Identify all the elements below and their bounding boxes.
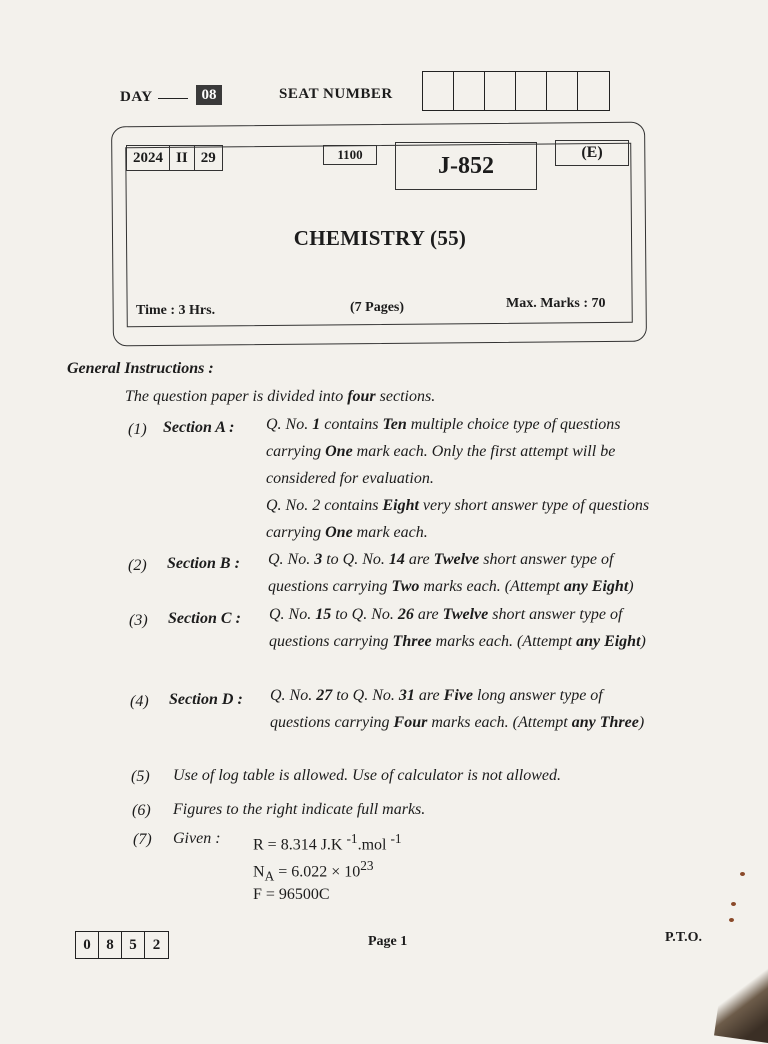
- paper-code-boxes: [75, 931, 169, 959]
- superscript: -1: [346, 831, 358, 846]
- text-run: short answer type of questions carrying: [269, 606, 623, 650]
- section-c-text: [269, 601, 666, 655]
- exam-date-cell: 29: [200, 150, 216, 166]
- text-run: marks each. (Attempt: [431, 633, 577, 650]
- text-bold: One: [325, 443, 353, 460]
- text-run: ): [640, 633, 646, 650]
- text-run: are: [413, 606, 443, 623]
- text-bold: 31: [398, 687, 415, 704]
- text-run: ): [638, 714, 645, 731]
- item-number: (5): [131, 768, 150, 785]
- code-digit-box: 2: [152, 937, 161, 953]
- text-run: Q. No.: [266, 416, 313, 433]
- seat-number-boxes[interactable]: [422, 71, 610, 111]
- ink-speck: [729, 918, 734, 922]
- text-run: Q. No.: [270, 687, 317, 704]
- faraday-constant: F = 96500C: [253, 886, 330, 903]
- text-run: are: [414, 687, 444, 704]
- seat-digit-box[interactable]: [516, 72, 547, 110]
- exam-time-code: 1100: [323, 145, 377, 165]
- seat-digit-box[interactable]: [578, 72, 609, 110]
- text-bold: any Eight: [563, 578, 629, 595]
- seat-number-label: SEAT NUMBER: [279, 86, 393, 102]
- seat-digit-box[interactable]: [485, 72, 516, 110]
- text-bold: 26: [397, 606, 414, 623]
- item-number: (1): [128, 421, 147, 438]
- text-run: Q. No. 2 contains: [266, 497, 383, 514]
- text-bold: 14: [388, 551, 405, 568]
- text-run: ): [628, 578, 634, 595]
- item-number: (7): [133, 831, 152, 848]
- item-number: (3): [129, 612, 148, 629]
- section-b-label: Section B :: [167, 555, 240, 572]
- day-dash-divider: [158, 98, 188, 99]
- text-run: very short answer type of questions carrying: [266, 497, 650, 541]
- section-d-label: Section D :: [169, 691, 243, 708]
- max-marks: Max. Marks : 70: [506, 296, 606, 311]
- day-label: DAY: [120, 89, 153, 105]
- given-label: Given :: [173, 830, 221, 847]
- text-run: Q. No.: [269, 606, 316, 623]
- text-run: = 6.022 × 10: [274, 863, 361, 881]
- text-bold: Four: [393, 714, 428, 731]
- ink-speck: [731, 902, 736, 906]
- text-run: marks each. (Attempt: [427, 714, 572, 731]
- text-bold: 15: [315, 606, 332, 623]
- full-marks-note: Figures to the right indicate full marks.: [173, 801, 426, 818]
- language-code: (E): [555, 140, 629, 166]
- seat-digit-box[interactable]: [423, 72, 454, 110]
- text-run: contains: [320, 416, 383, 433]
- code-digit-box: 0: [76, 932, 99, 958]
- exam-year-cell: 2024: [127, 146, 170, 170]
- text-bold: Twelve: [433, 551, 480, 568]
- text-bold: 3: [314, 551, 323, 568]
- exam-term-cell: II: [170, 146, 195, 170]
- text-run: N: [253, 863, 265, 881]
- page-number: Page 1: [368, 934, 408, 949]
- text-bold: 1: [312, 416, 321, 433]
- day-number-badge: 08: [196, 85, 222, 105]
- text-run: marks each. (Attempt: [419, 578, 564, 595]
- seat-digit-box[interactable]: [454, 72, 485, 110]
- superscript: 23: [360, 858, 374, 873]
- page-curl-shadow: [714, 946, 768, 1043]
- text-bold: Eight: [382, 497, 419, 514]
- section-a-text-2: [266, 492, 666, 546]
- intro-text: The question paper is divided into: [125, 388, 348, 405]
- text-run: to Q. No.: [332, 687, 399, 704]
- text-bold: One: [325, 524, 353, 541]
- item-number: (2): [128, 557, 147, 574]
- section-d-text: [270, 682, 666, 736]
- section-a-text: [266, 411, 666, 492]
- code-digit-box: 5: [122, 932, 145, 958]
- paper-code: J-852: [395, 142, 537, 190]
- text-bold: Ten: [382, 416, 407, 433]
- text-run: mark each. Only the first attempt will be considered for evaluation.: [266, 443, 616, 487]
- subscript: A: [264, 868, 275, 884]
- text-run: to Q. No.: [322, 551, 389, 568]
- item-number: (6): [132, 802, 151, 819]
- text-run: mark each.: [352, 524, 428, 541]
- please-turn-over: P.T.O.: [665, 930, 702, 945]
- subject-title: CHEMISTRY (55): [293, 226, 467, 250]
- text-run: multiple choice type of questions carrying: [266, 416, 621, 460]
- section-a-label: Section A :: [163, 419, 235, 436]
- section-c-label: Section C :: [168, 610, 241, 627]
- exam-code-cells: [126, 145, 223, 171]
- text-bold: any Eight: [576, 633, 641, 650]
- text-run: R = 8.314 J.K: [253, 836, 347, 854]
- intro-bold: four: [347, 388, 376, 405]
- text-bold: any Three: [571, 714, 639, 731]
- text-run: are: [404, 551, 434, 568]
- text-run: to Q. No.: [331, 606, 398, 623]
- seat-digit-box[interactable]: [547, 72, 578, 110]
- item-number: (4): [130, 693, 149, 710]
- avogadro-number: [253, 858, 374, 885]
- intro-text-end: sections.: [375, 388, 436, 405]
- instructions-title: General Instructions :: [67, 360, 214, 377]
- log-table-note: Use of log table is allowed. Use of calculator is not allowed.: [173, 767, 561, 784]
- text-bold: Five: [443, 687, 473, 704]
- text-run: short answer type of questions carrying: [268, 551, 614, 595]
- exam-duration: Time : 3 Hrs.: [136, 303, 216, 318]
- text-run: .mol: [357, 836, 391, 854]
- instructions-intro: [125, 388, 435, 406]
- text-bold: Three: [392, 633, 432, 650]
- gas-constant: [253, 831, 402, 854]
- text-run: Q. No.: [268, 551, 315, 568]
- text-bold: Two: [391, 578, 420, 595]
- page-count: (7 Pages): [350, 300, 405, 315]
- text-bold: Twelve: [442, 606, 489, 623]
- code-digit-box: 8: [99, 932, 122, 958]
- text-bold: 27: [316, 687, 333, 704]
- section-b-text: [268, 546, 666, 600]
- text-run: long answer type of questions carrying: [270, 687, 603, 731]
- ink-speck: [740, 872, 745, 876]
- superscript: -1: [390, 831, 402, 846]
